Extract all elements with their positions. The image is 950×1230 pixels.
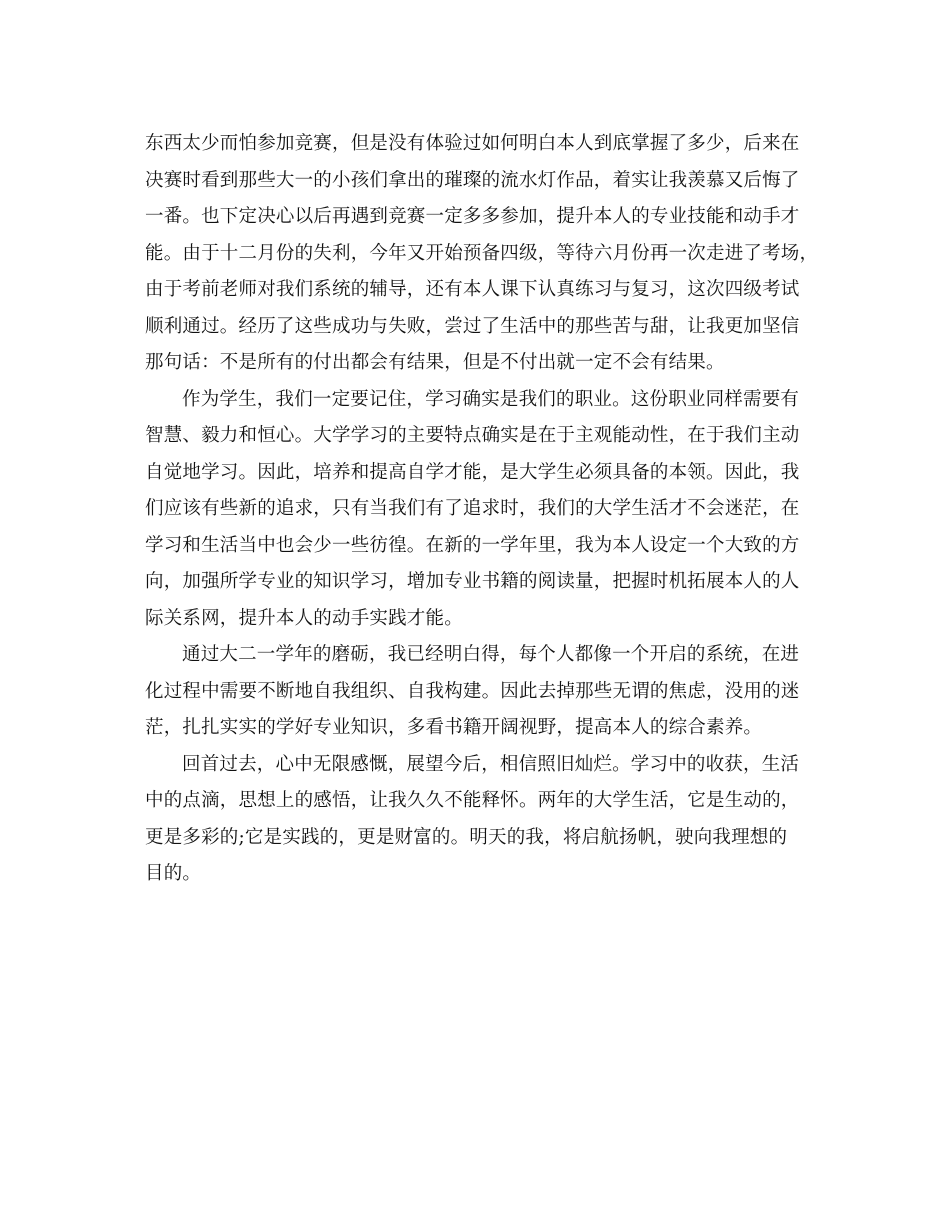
- paragraph-line: 决赛时看到那些大一的小孩们拿出的璀璨的流水灯作品，着实让我羡慕又后悔了: [145, 169, 800, 191]
- paragraph-line: 自觉地学习。因此，培养和提高自学才能，是大学生必须具备的本领。因此，我: [145, 461, 800, 483]
- paragraph-line: 目的。: [145, 863, 202, 884]
- paragraph-2: [145, 382, 810, 638]
- paragraph-line: 们应该有些新的追求，只有当我们有了追求时，我们的大学生活才不会迷茫，在: [145, 498, 800, 519]
- paragraph-1: [145, 126, 819, 382]
- paragraph-line: 际关系网，提升本人的动手实践才能。: [145, 607, 463, 629]
- document-body: [145, 126, 819, 893]
- paragraph-line: 能。由于十二月份的失利，今年又开始预备四级，等待六月份再一次走进了考场，: [145, 242, 819, 264]
- paragraph-line: 中的点滴，思想上的感悟，让我久久不能释怀。两年的大学生活，它是生动的，: [145, 790, 800, 811]
- paragraph-line: 化过程中需要不断地自我组织、自我构建。因此去掉那些无谓的焦虑，没用的迷: [145, 680, 800, 702]
- paragraph-line: 更是多彩的;它是实践的，更是财富的。明天的我，将启航扬帆，驶向我理想的: [145, 826, 788, 848]
- paragraph-line: 向，加强所学专业的知识学习，增加专业书籍的阅读量，把握时机拓展本人的人: [145, 571, 800, 592]
- paragraph-line: 东西太少而怕参加竞赛，但是没有体验过如何明白本人到底掌握了多少，后来在: [145, 133, 800, 154]
- paragraph-line: 学习和生活当中也会少一些彷徨。在新的一学年里，我为本人设定一个大致的方: [145, 534, 800, 556]
- paragraph-line: 一番。也下定决心以后再遇到竞赛一定多多参加，提升本人的专业技能和动手才: [145, 206, 800, 227]
- paragraph-4: [145, 747, 810, 893]
- paragraph-line-indented: 回首过去，心中无限感慨，展望今后，相信照旧灿烂。学习中的收获，生活: [182, 753, 800, 775]
- paragraph-line-indented: 作为学生，我们一定要记住，学习确实是我们的职业。这份职业同样需要有: [182, 388, 800, 410]
- paragraph-line: 智慧、毅力和恒心。大学学习的主要特点确实是在于主观能动性，在于我们主动: [145, 425, 800, 446]
- paragraph-line: 那句话：不是所有的付出都会有结果，但是不付出就一定不会有结果。: [145, 352, 725, 373]
- paragraph-line: 顺利通过。经历了这些成功与失败，尝过了生活中的那些苦与甜，让我更加坚信: [145, 315, 800, 337]
- paragraph-line: 茫，扎扎实实的学好专业知识，多看书籍开阔视野，提高本人的综合素养。: [145, 717, 763, 738]
- paragraph-line-indented: 通过大二一学年的磨砺，我已经明白得，每个人都像一个开启的系统，在进: [182, 644, 800, 665]
- paragraph-line: 由于考前老师对我们系统的辅导，还有本人课下认真练习与复习，这次四级考试: [145, 279, 800, 300]
- paragraph-3: [145, 637, 810, 747]
